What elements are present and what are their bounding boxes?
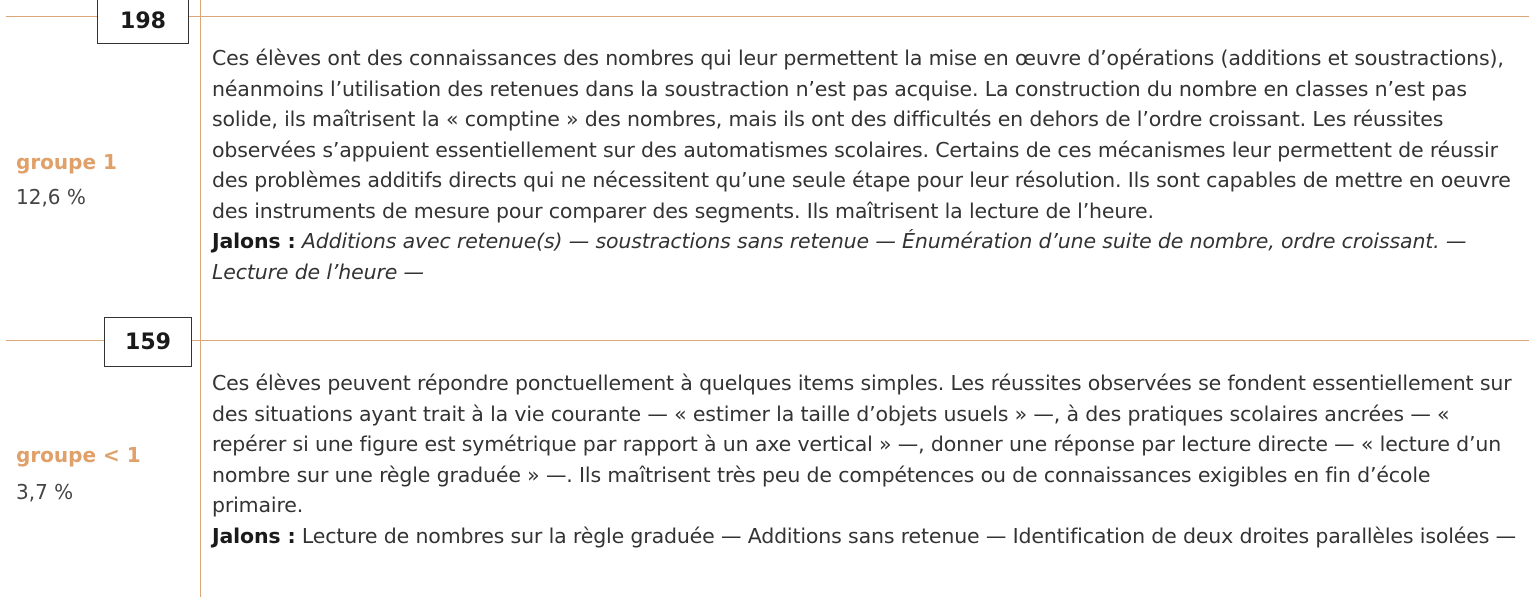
- jalons-text: Additions avec retenue(s) — soustractions sans retenue — Énumération d’une suite de nombre, ordre croissant. — Lecture de l’heure —: [212, 229, 1467, 284]
- jalons-label: Jalons :: [212, 229, 296, 253]
- group-label: groupe 1: [16, 150, 117, 174]
- group-description: Ces élèves ont des connaissances des nombres qui leur permettent la mise en œuvre d’opérations (additions et soustractions), néanmoins l’utilisation des retenues dans la soustraction n’est pas acquise. La construction du nombre en classes n’est pas solide, ils maîtrisent la « comptine » des nombres, mais ils ont des difficultés en dehors de l’ordre croissant. Les réussites observées s’appuient essentiellement sur des automatismes scolaires. Certains de ces mécanismes leur permettent de réussir des problèmes additifs directs qui ne nécessitent qu’une seule étape pour leur résolution. Ils sont capables de mettre en oeuvre des instruments de mesure pour comparer des segments. Ils maîtrisent la lecture de l’heure.: [212, 46, 1511, 223]
- score-line-159: [6, 340, 1529, 341]
- score-box-198: [97, 0, 189, 44]
- score-value: 198: [120, 9, 166, 34]
- score-line-198: [6, 16, 1529, 17]
- score-value: 159: [125, 329, 171, 355]
- group-description: Ces élèves peuvent répondre ponctuellement à quelques items simples. Les réussites observées se fondent essentiellement sur des situations ayant trait à la vie courante — « estimer la taille d’objets usuels » —, à des pratiques scolaires ancrées — « repérer si une figure est symétrique par rapport à un axe vertical » —, donner une réponse par lecture directe — « lecture d’un nombre sur une règle graduée » —. Ils maîtrisent très peu de compétences ou de connaissances exigibles en fin d’école primaire.: [212, 371, 1512, 517]
- score-box-159: [104, 317, 192, 367]
- jalons-label: Jalons :: [212, 523, 296, 548]
- group-description-block: [212, 368, 1517, 551]
- vertical-divider: [200, 0, 201, 597]
- jalons-paragraph: [212, 226, 1517, 287]
- group-percentage: 12,6 %: [16, 185, 86, 209]
- group-label: groupe < 1: [16, 443, 141, 467]
- jalons-text: Lecture de nombres sur la règle graduée — Additions sans retenue — Identification de deux droites parallèles isolées —: [295, 523, 1516, 548]
- group-description-block: [212, 43, 1517, 287]
- jalons-paragraph: [212, 521, 1517, 552]
- group-percentage: 3,7 %: [16, 480, 74, 504]
